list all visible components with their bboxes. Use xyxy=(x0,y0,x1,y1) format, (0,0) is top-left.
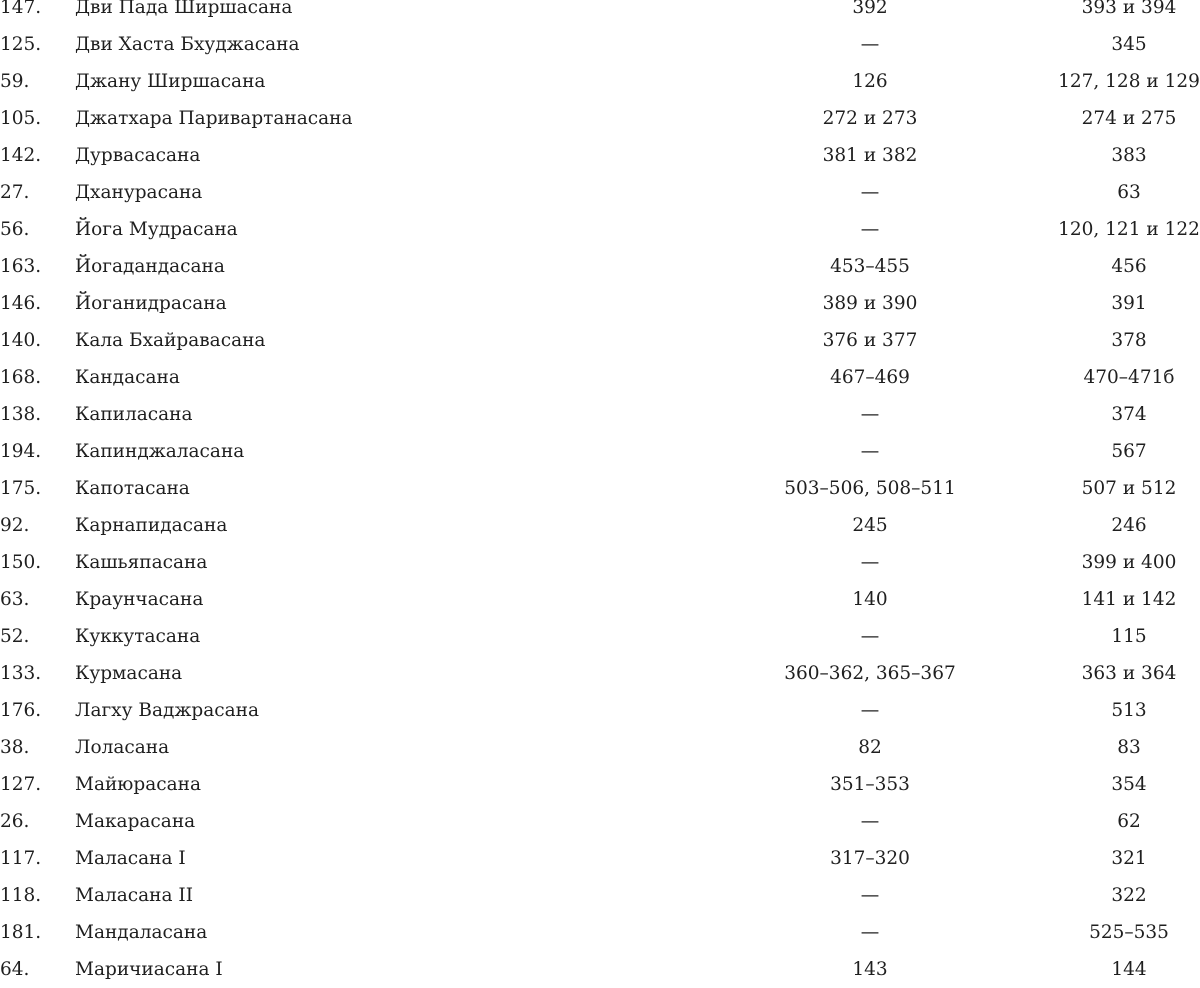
asana-number: 150. xyxy=(0,552,42,573)
figures-final-ref: 321 xyxy=(1111,848,1147,869)
figures-final-ref: 391 xyxy=(1111,293,1147,314)
figures-stages-ref: 143 xyxy=(852,959,888,980)
asana-name: Капинджаласана xyxy=(75,441,245,462)
asana-number: 194. xyxy=(0,441,42,462)
table-row xyxy=(0,359,1200,396)
figures-stages-ref: 272 и 273 xyxy=(822,108,918,129)
asana-name: Лоласана xyxy=(75,737,170,758)
asana-name: Дханурасана xyxy=(75,182,203,203)
figures-stages-ref: 360–362, 365–367 xyxy=(784,663,956,684)
figures-stages-ref: — xyxy=(860,219,880,240)
asana-name: Капотасана xyxy=(75,478,190,499)
figures-final-ref: 393 и 394 xyxy=(1081,0,1177,18)
asana-number: 26. xyxy=(0,811,30,832)
asana-number: 52. xyxy=(0,626,30,647)
figures-stages-ref: — xyxy=(860,182,880,203)
asana-name: Краунчасана xyxy=(75,589,204,610)
asana-number: 181. xyxy=(0,922,42,943)
table-row xyxy=(0,655,1200,692)
asana-number: 175. xyxy=(0,478,42,499)
figures-stages-ref: 245 xyxy=(852,515,888,536)
figures-final-ref: 567 xyxy=(1111,441,1147,462)
table-row xyxy=(0,766,1200,803)
figures-final-ref: 456 xyxy=(1111,256,1147,277)
figures-final-ref: 378 xyxy=(1111,330,1147,351)
figures-stages-ref: — xyxy=(860,441,880,462)
figures-stages-ref: 82 xyxy=(858,737,882,758)
asana-number: 163. xyxy=(0,256,42,277)
asana-number: 92. xyxy=(0,515,30,536)
asana-name: Дурвасасана xyxy=(75,145,201,166)
asana-number: 56. xyxy=(0,219,30,240)
asana-name: Йога Мудрасана xyxy=(75,219,238,240)
asana-name: Макарасана xyxy=(75,811,196,832)
figures-final-ref: 62 xyxy=(1117,811,1141,832)
figures-stages-ref: — xyxy=(860,626,880,647)
asana-name: Джатхара Паривартанасана xyxy=(75,108,353,129)
figures-final-ref: 274 и 275 xyxy=(1081,108,1177,129)
asana-number: 27. xyxy=(0,182,30,203)
asana-number: 38. xyxy=(0,737,30,758)
figures-final-ref: 399 и 400 xyxy=(1081,552,1177,573)
asana-name: Джану Ширшасана xyxy=(75,71,266,92)
asana-name: Йогадандасана xyxy=(75,256,225,277)
table-row xyxy=(0,803,1200,840)
table-row xyxy=(0,470,1200,507)
asana-name: Курмасана xyxy=(75,663,183,684)
asana-number: 176. xyxy=(0,700,42,721)
figures-final-ref: 470–471б xyxy=(1083,367,1175,388)
figures-stages-ref: 351–353 xyxy=(830,774,910,795)
table-row xyxy=(0,914,1200,951)
figures-stages-ref: 376 и 377 xyxy=(822,330,918,351)
table-row xyxy=(0,63,1200,100)
asana-number: 142. xyxy=(0,145,42,166)
table-row xyxy=(0,211,1200,248)
figures-stages-ref: 126 xyxy=(852,71,888,92)
table-row xyxy=(0,26,1200,63)
table-row xyxy=(0,507,1200,544)
asana-number: 118. xyxy=(0,885,42,906)
table-row xyxy=(0,581,1200,618)
asana-number: 133. xyxy=(0,663,42,684)
table-row xyxy=(0,618,1200,655)
asana-name: Кашьяпасана xyxy=(75,552,208,573)
figures-final-ref: 354 xyxy=(1111,774,1147,795)
asana-name: Маласана II xyxy=(75,885,194,906)
figures-stages-ref: — xyxy=(860,922,880,943)
figures-final-ref: 127, 128 и 129 xyxy=(1058,71,1200,92)
table-row xyxy=(0,544,1200,581)
asana-number: 146. xyxy=(0,293,42,314)
figures-final-ref: 141 и 142 xyxy=(1081,589,1177,610)
asana-name: Кала Бхайравасана xyxy=(75,330,266,351)
table-row xyxy=(0,174,1200,211)
figures-final-ref: 63 xyxy=(1117,182,1141,203)
figures-final-ref: 374 xyxy=(1111,404,1147,425)
figures-stages-ref: — xyxy=(860,404,880,425)
figures-final-ref: 246 xyxy=(1111,515,1147,536)
table-row xyxy=(0,729,1200,766)
asana-number: 168. xyxy=(0,367,42,388)
figures-final-ref: 120, 121 и 122 xyxy=(1058,219,1200,240)
figures-stages-ref: 389 и 390 xyxy=(822,293,918,314)
asana-name: Йоганидрасана xyxy=(75,293,227,314)
asana-number: 59. xyxy=(0,71,30,92)
figures-final-ref: 525–535 xyxy=(1089,922,1169,943)
figures-stages-ref: 381 и 382 xyxy=(822,145,918,166)
asana-name: Мандаласана xyxy=(75,922,208,943)
figures-stages-ref: 317–320 xyxy=(830,848,910,869)
figures-final-ref: 144 xyxy=(1111,959,1147,980)
table-row xyxy=(0,840,1200,877)
asana-name: Куккутасана xyxy=(75,626,201,647)
asana-name: Лагху Ваджрасана xyxy=(75,700,260,721)
asana-number: 105. xyxy=(0,108,42,129)
table-row xyxy=(0,100,1200,137)
figures-stages-ref: 453–455 xyxy=(830,256,910,277)
table-row xyxy=(0,248,1200,285)
asana-name: Дви Пада Ширшасана xyxy=(75,0,293,18)
asana-number: 147. xyxy=(0,0,42,18)
figures-stages-ref: — xyxy=(860,885,880,906)
figures-stages-ref: 392 xyxy=(852,0,888,18)
figures-final-ref: 513 xyxy=(1111,700,1147,721)
table-row xyxy=(0,433,1200,470)
table-row xyxy=(0,951,1200,988)
figures-final-ref: 383 xyxy=(1111,145,1147,166)
table-row xyxy=(0,0,1200,26)
asana-number: 125. xyxy=(0,34,42,55)
asana-number: 138. xyxy=(0,404,42,425)
figures-stages-ref: — xyxy=(860,811,880,832)
asana-number: 140. xyxy=(0,330,42,351)
asana-number: 63. xyxy=(0,589,30,610)
figures-stages-ref: — xyxy=(860,552,880,573)
figures-final-ref: 363 и 364 xyxy=(1081,663,1177,684)
table-row xyxy=(0,322,1200,359)
table-row xyxy=(0,285,1200,322)
asana-name: Маласана I xyxy=(75,848,186,869)
figures-stages-ref: — xyxy=(860,700,880,721)
asana-name: Карнапидасана xyxy=(75,515,228,536)
asana-number: 127. xyxy=(0,774,42,795)
asana-name: Капиласана xyxy=(75,404,193,425)
figures-final-ref: 83 xyxy=(1117,737,1141,758)
table-row xyxy=(0,396,1200,433)
table-row xyxy=(0,137,1200,174)
figures-final-ref: 322 xyxy=(1111,885,1147,906)
asana-name: Майюрасана xyxy=(75,774,202,795)
asana-name: Маричиасана I xyxy=(75,959,223,980)
figures-stages-ref: 140 xyxy=(852,589,888,610)
table-row xyxy=(0,877,1200,914)
figures-stages-ref: 503–506, 508–511 xyxy=(784,478,956,499)
asana-name: Дви Хаста Бхуджасана xyxy=(75,34,300,55)
figures-stages-ref: 467–469 xyxy=(830,367,910,388)
figures-final-ref: 115 xyxy=(1111,626,1147,647)
figures-final-ref: 345 xyxy=(1111,34,1147,55)
asana-name: Кандасана xyxy=(75,367,180,388)
asana-number: 64. xyxy=(0,959,30,980)
figures-stages-ref: — xyxy=(860,34,880,55)
asana-number: 117. xyxy=(0,848,42,869)
figures-final-ref: 507 и 512 xyxy=(1081,478,1177,499)
table-row xyxy=(0,692,1200,729)
